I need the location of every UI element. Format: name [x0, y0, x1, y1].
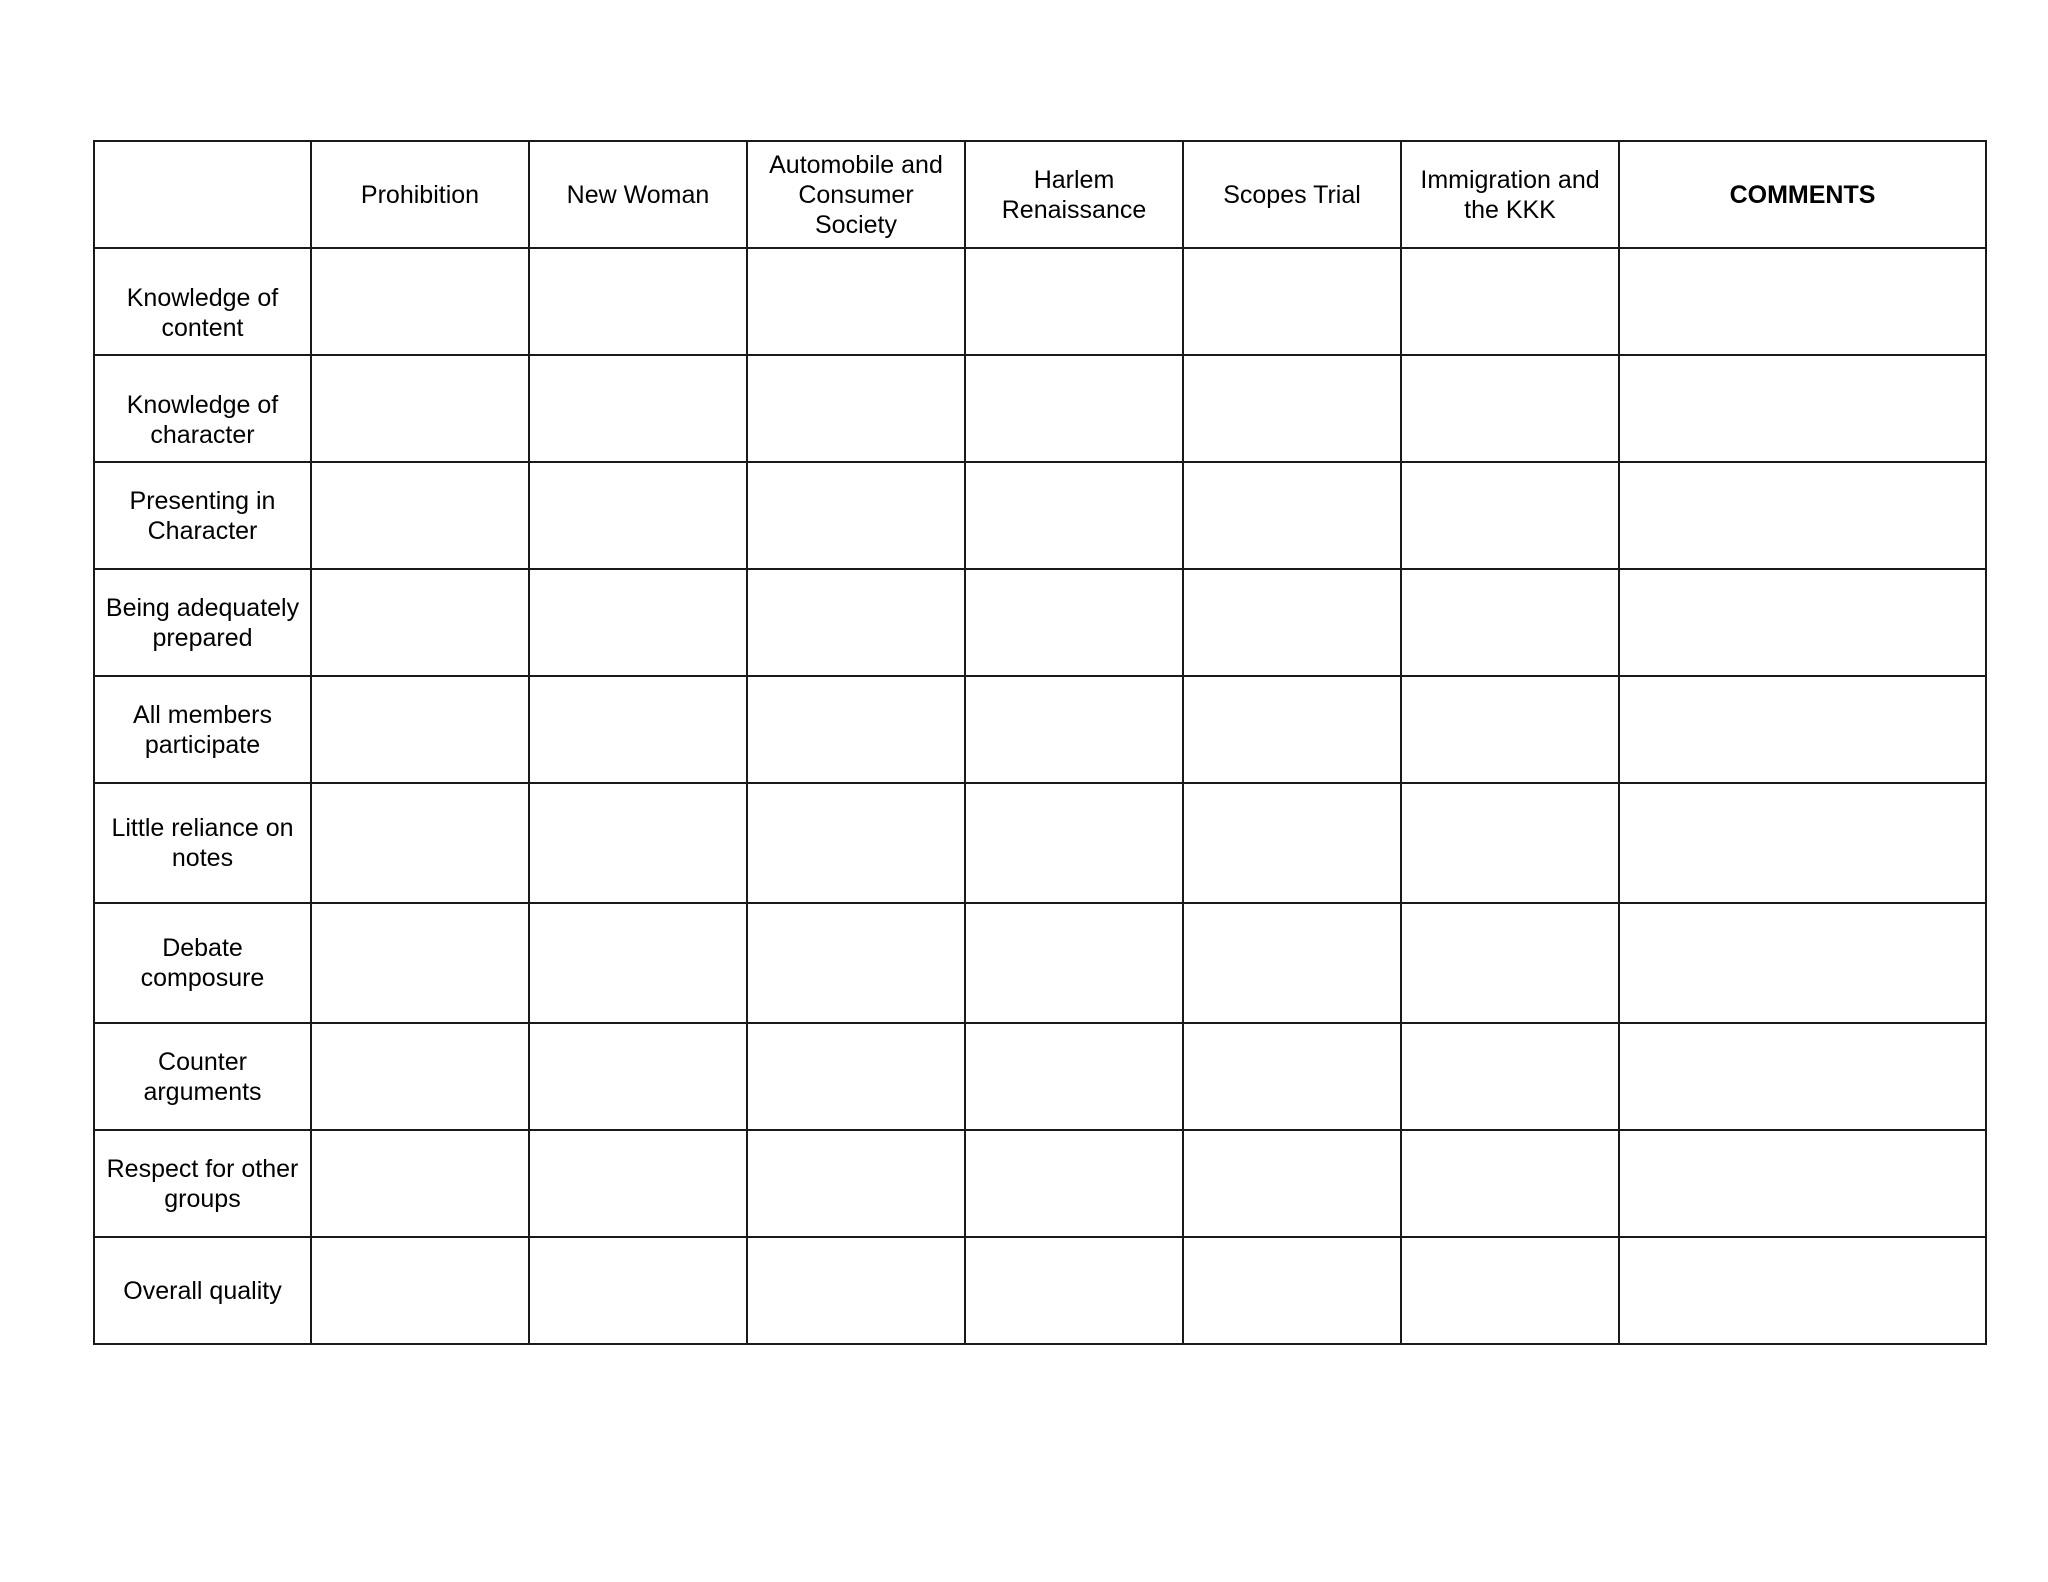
- score-cell[interactable]: [311, 783, 529, 903]
- row-label: Presenting in Character: [94, 462, 311, 569]
- row-label: All members participate: [94, 676, 311, 783]
- score-cell[interactable]: [311, 355, 529, 462]
- comment-cell[interactable]: [1619, 462, 1986, 569]
- score-cell[interactable]: [747, 1023, 965, 1130]
- score-cell[interactable]: [1401, 1130, 1619, 1237]
- row-label: Overall quality: [94, 1237, 311, 1344]
- column-header-automobile: Automobile and Consumer Society: [747, 141, 965, 248]
- score-cell[interactable]: [1183, 783, 1401, 903]
- score-cell[interactable]: [529, 783, 747, 903]
- row-label: Counter arguments: [94, 1023, 311, 1130]
- comment-cell[interactable]: [1619, 355, 1986, 462]
- score-cell[interactable]: [747, 462, 965, 569]
- score-cell[interactable]: [965, 783, 1183, 903]
- table-row: [94, 569, 1986, 676]
- score-cell[interactable]: [1183, 248, 1401, 355]
- table-row: [94, 1237, 1986, 1344]
- score-cell[interactable]: [311, 248, 529, 355]
- table-row: [94, 1130, 1986, 1237]
- score-cell[interactable]: [965, 462, 1183, 569]
- score-cell[interactable]: [311, 569, 529, 676]
- score-cell[interactable]: [965, 903, 1183, 1023]
- score-cell[interactable]: [529, 1237, 747, 1344]
- table-row: [94, 1023, 1986, 1130]
- comment-cell[interactable]: [1619, 248, 1986, 355]
- table-row: [94, 676, 1986, 783]
- score-cell[interactable]: [311, 1023, 529, 1130]
- row-label: Debate composure: [94, 903, 311, 1023]
- comment-cell[interactable]: [1619, 1023, 1986, 1130]
- score-cell[interactable]: [965, 569, 1183, 676]
- column-header-new-woman: New Woman: [529, 141, 747, 248]
- table-row: [94, 355, 1986, 462]
- score-cell[interactable]: [1183, 1130, 1401, 1237]
- comment-cell[interactable]: [1619, 1237, 1986, 1344]
- rubric-sheet: [93, 140, 1987, 1345]
- table-row: [94, 248, 1986, 355]
- rubric-table: [93, 140, 1987, 1345]
- table-row: [94, 903, 1986, 1023]
- score-cell[interactable]: [1183, 569, 1401, 676]
- score-cell[interactable]: [1401, 903, 1619, 1023]
- score-cell[interactable]: [311, 903, 529, 1023]
- corner-cell: [94, 141, 311, 248]
- column-header-prohibition: Prohibition: [311, 141, 529, 248]
- score-cell[interactable]: [747, 1237, 965, 1344]
- score-cell[interactable]: [529, 1023, 747, 1130]
- score-cell[interactable]: [311, 462, 529, 569]
- column-header-harlem-renaissance: Harlem Renaissance: [965, 141, 1183, 248]
- score-cell[interactable]: [1401, 1237, 1619, 1344]
- column-header-comments: COMMENTS: [1619, 141, 1986, 248]
- row-label: Knowledge of character: [94, 355, 311, 462]
- score-cell[interactable]: [965, 355, 1183, 462]
- comment-cell[interactable]: [1619, 1130, 1986, 1237]
- score-cell[interactable]: [1183, 355, 1401, 462]
- score-cell[interactable]: [1401, 783, 1619, 903]
- score-cell[interactable]: [529, 676, 747, 783]
- row-label: Being adequately prepared: [94, 569, 311, 676]
- score-cell[interactable]: [1401, 1023, 1619, 1130]
- score-cell[interactable]: [965, 676, 1183, 783]
- row-label: Little reliance on notes: [94, 783, 311, 903]
- comment-cell[interactable]: [1619, 783, 1986, 903]
- score-cell[interactable]: [747, 783, 965, 903]
- comment-cell[interactable]: [1619, 569, 1986, 676]
- score-cell[interactable]: [965, 1023, 1183, 1130]
- score-cell[interactable]: [747, 1130, 965, 1237]
- score-cell[interactable]: [1183, 1237, 1401, 1344]
- score-cell[interactable]: [1401, 355, 1619, 462]
- column-header-immigration-kkk: Immigration and the KKK: [1401, 141, 1619, 248]
- score-cell[interactable]: [965, 248, 1183, 355]
- score-cell[interactable]: [747, 355, 965, 462]
- score-cell[interactable]: [1183, 462, 1401, 569]
- score-cell[interactable]: [311, 676, 529, 783]
- score-cell[interactable]: [529, 569, 747, 676]
- score-cell[interactable]: [1401, 248, 1619, 355]
- score-cell[interactable]: [1401, 676, 1619, 783]
- comment-cell[interactable]: [1619, 903, 1986, 1023]
- score-cell[interactable]: [747, 676, 965, 783]
- comment-cell[interactable]: [1619, 676, 1986, 783]
- score-cell[interactable]: [529, 355, 747, 462]
- row-label: Respect for other groups: [94, 1130, 311, 1237]
- column-header-scopes-trial: Scopes Trial: [1183, 141, 1401, 248]
- score-cell[interactable]: [1183, 676, 1401, 783]
- table-row: [94, 462, 1986, 569]
- header-row: [94, 141, 1986, 248]
- score-cell[interactable]: [1401, 569, 1619, 676]
- score-cell[interactable]: [529, 903, 747, 1023]
- score-cell[interactable]: [965, 1237, 1183, 1344]
- score-cell[interactable]: [965, 1130, 1183, 1237]
- score-cell[interactable]: [311, 1130, 529, 1237]
- score-cell[interactable]: [1183, 1023, 1401, 1130]
- score-cell[interactable]: [1401, 462, 1619, 569]
- score-cell[interactable]: [529, 462, 747, 569]
- score-cell[interactable]: [529, 248, 747, 355]
- score-cell[interactable]: [1183, 903, 1401, 1023]
- score-cell[interactable]: [747, 569, 965, 676]
- table-row: [94, 783, 1986, 903]
- score-cell[interactable]: [529, 1130, 747, 1237]
- row-label: Knowledge of content: [94, 248, 311, 355]
- score-cell[interactable]: [747, 903, 965, 1023]
- score-cell[interactable]: [311, 1237, 529, 1344]
- score-cell[interactable]: [747, 248, 965, 355]
